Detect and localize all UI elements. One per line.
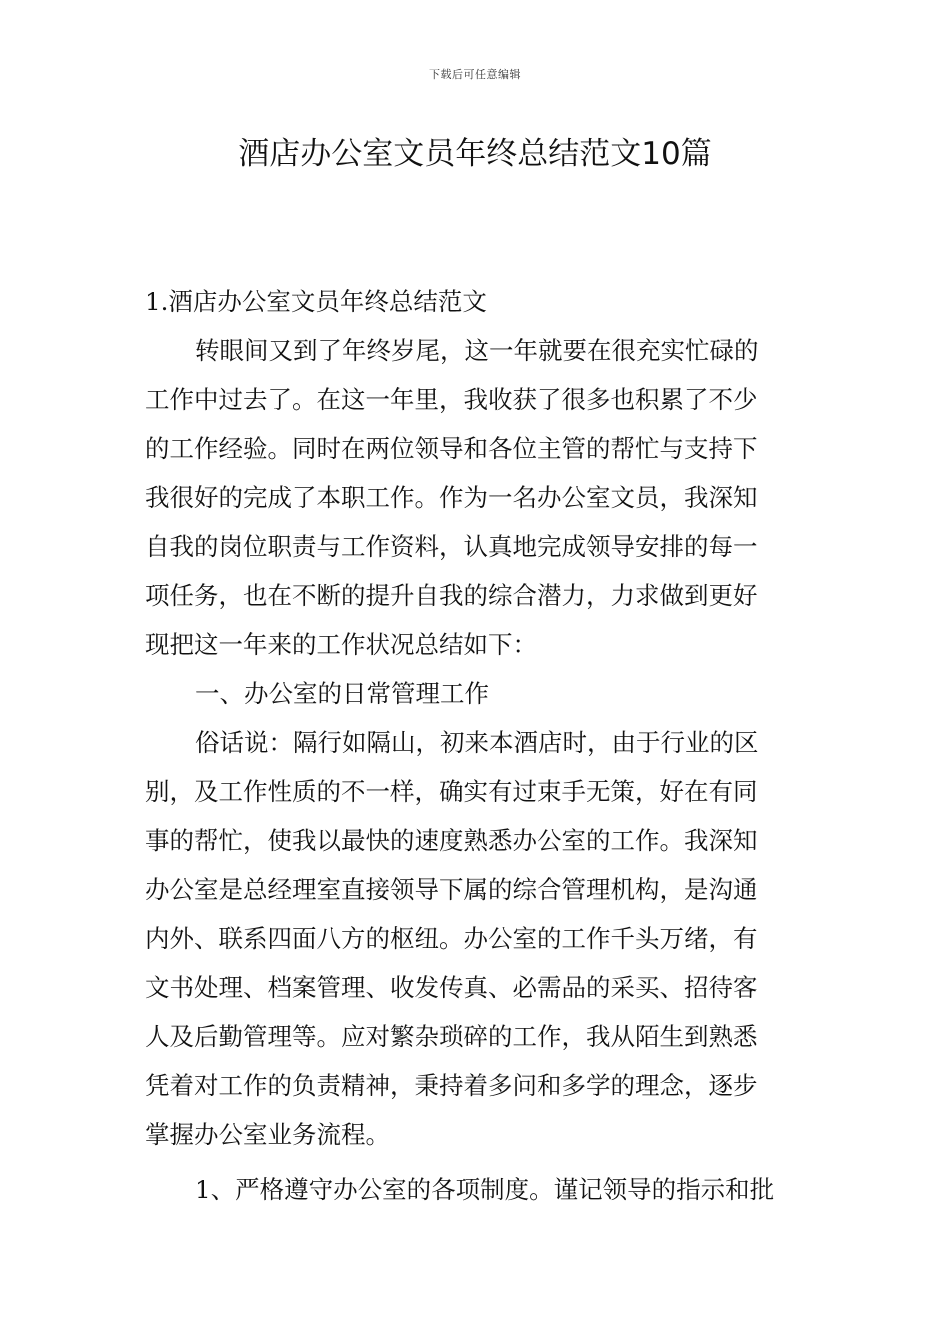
- body-text-line: 内外、联系四面八方的枢纽。办公室的工作千头万绪，有: [145, 924, 758, 953]
- body-text-line: 1、严格遵守办公室的各项制度。谨记领导的指示和批: [195, 1175, 775, 1204]
- body-text-line: 工作中过去了。在这一年里，我收获了很多也积累了不少: [145, 385, 758, 414]
- body-text-line: 掌握办公室业务流程。: [145, 1120, 390, 1149]
- body-text-line: 我很好的完成了本职工作。作为一名办公室文员，我深知: [145, 483, 758, 512]
- body-text-line: 俗话说：隔行如隔山，初来本酒店时，由于行业的区: [195, 728, 759, 757]
- body-text-line: 的工作经验。同时在两位领导和各位主管的帮忙与支持下: [145, 434, 758, 463]
- body-text-line: 人及后勤管理等。应对繁杂琐碎的工作，我从陌生到熟悉: [145, 1022, 758, 1051]
- body-text-line: 一、办公室的日常管理工作: [195, 679, 489, 708]
- document-title: 酒店办公室文员年终总结范文10篇: [238, 136, 712, 172]
- body-text-line: 1.酒店办公室文员年终总结范文: [145, 287, 487, 316]
- body-text-line: 项任务，也在不断的提升自我的综合潜力，力求做到更好: [145, 581, 758, 610]
- body-text-line: 自我的岗位职责与工作资料，认真地完成领导安排的每一: [145, 532, 758, 561]
- body-text-line: 办公室是总经理室直接领导下属的综合管理机构，是沟通: [145, 875, 758, 904]
- body-text-line: 文书处理、档案管理、收发传真、必需品的采买、招待客: [145, 973, 758, 1002]
- body-text-line: 凭着对工作的负责精神，秉持着多问和多学的理念，逐步: [145, 1071, 758, 1100]
- body-text-line: 转眼间又到了年终岁尾，这一年就要在很充实忙碌的: [195, 336, 759, 365]
- body-text-line: 事的帮忙，使我以最快的速度熟悉办公室的工作。我深知: [145, 826, 758, 855]
- document-body: [145, 277, 807, 1214]
- body-text-line: 现把这一年来的工作状况总结如下：: [145, 630, 537, 659]
- body-text-line: 别，及工作性质的不一样，确实有过束手无策，好在有同: [145, 777, 758, 806]
- header-note: 下载后可任意编辑: [429, 68, 521, 81]
